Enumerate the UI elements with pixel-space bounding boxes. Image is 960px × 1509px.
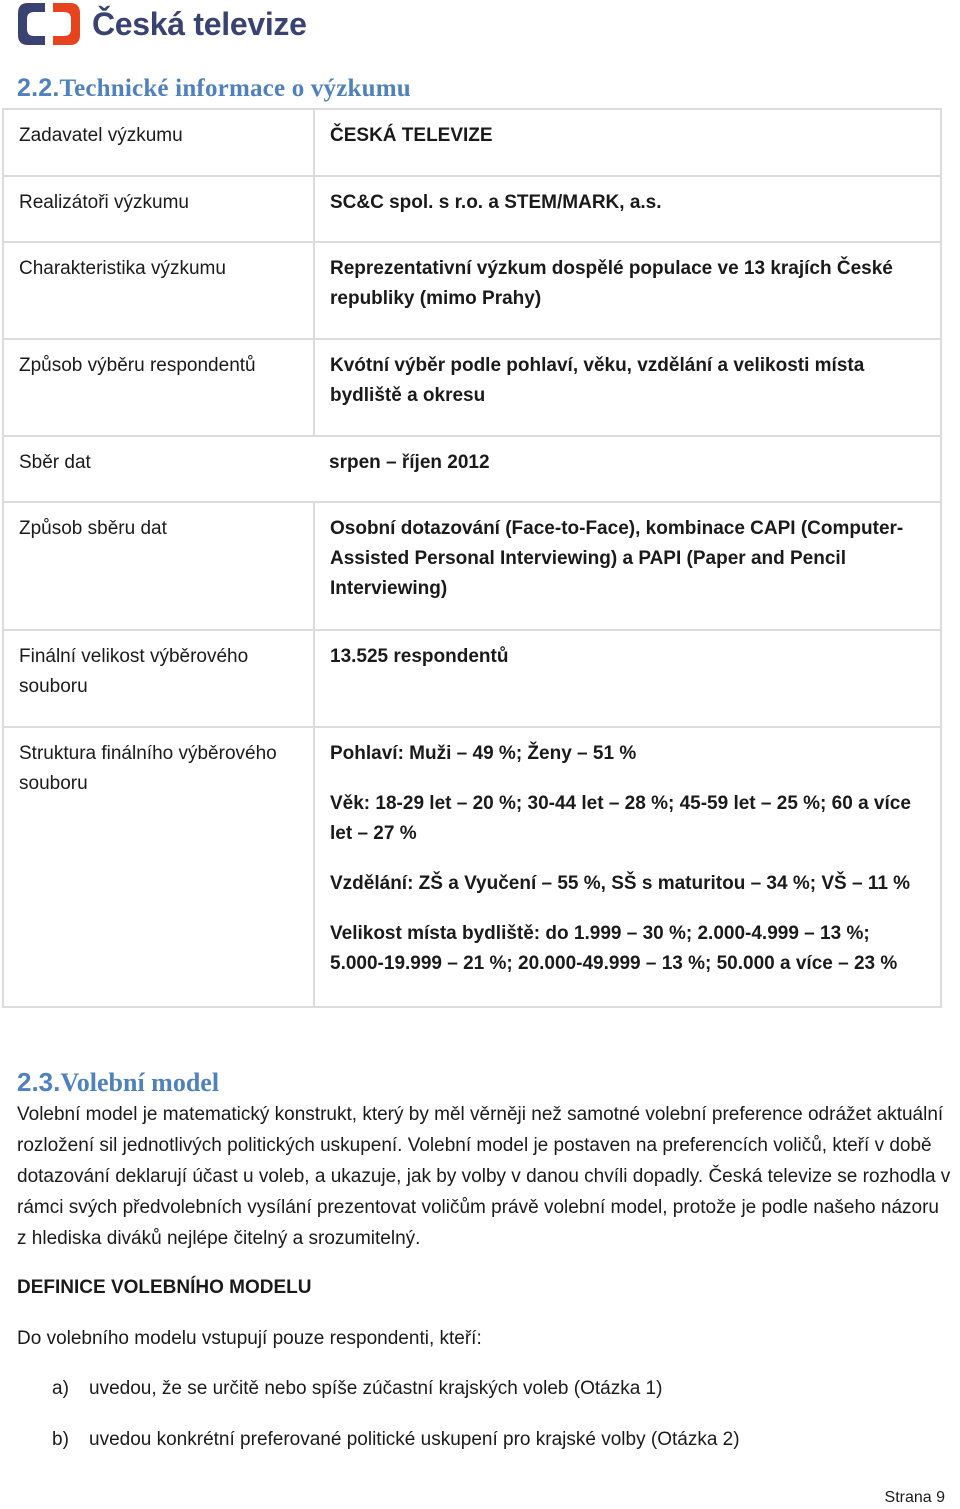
section-title: Volební model	[60, 1068, 220, 1097]
row-label: Způsob sběru dat	[3, 502, 314, 630]
value-line: Vzdělání: ZŠ a Vyučení – 55 %, SŠ s maturitou – 34 %; VŠ – 11 %	[330, 873, 911, 894]
table-row	[3, 727, 941, 1007]
table-row	[3, 630, 941, 727]
value-line: Velikost místa bydliště: do 1.999 – 30 %; 2.000-4.999 – 13 %; 5.000-19.999 – 21 %; 20.000-49.999 – 13 %; 50.000 a více – 23 %	[330, 923, 898, 974]
logo	[16, 0, 307, 48]
row-value	[314, 176, 941, 242]
row-label: Sběr dat	[3, 436, 314, 502]
row-label: Způsob výběru respondentů	[3, 339, 314, 436]
value-line: 13.525 respondentů	[330, 646, 509, 667]
list-marker: b)	[52, 1429, 69, 1450]
table-row	[3, 436, 941, 502]
value-line: SC&C spol. s r.o. a STEM/MARK, a.s.	[330, 192, 662, 213]
list-marker: a)	[52, 1378, 69, 1399]
row-value	[314, 727, 941, 1007]
list-item	[52, 1424, 740, 1455]
row-label: Charakteristika výzkumu	[3, 242, 314, 339]
table-body	[3, 109, 941, 1007]
row-value	[314, 109, 941, 176]
definition-intro: Do volebního modelu vstupují pouze respondenti, kteří:	[17, 1328, 482, 1349]
section-heading-tech	[17, 74, 411, 103]
table-row	[3, 339, 941, 436]
row-value	[314, 436, 941, 502]
value-line: Kvótní výběr podle pohlaví, věku, vzdělání a velikosti místa bydliště a okresu	[330, 355, 865, 406]
row-label: Finální velikost výběrového souboru	[3, 630, 314, 727]
table-row	[3, 242, 941, 339]
row-label: Zadavatel výzkumu	[3, 109, 314, 176]
row-value	[314, 630, 941, 727]
list-item	[52, 1373, 662, 1404]
definition-heading: DEFINICE VOLEBNÍHO MODELU	[17, 1277, 312, 1298]
table-row	[3, 109, 941, 176]
section-number: 2.2.	[17, 74, 60, 102]
section-heading-model	[17, 1067, 219, 1098]
value-line: Reprezentativní výzkum dospělé populace ve 13 krajích České republiky (mimo Prahy)	[330, 258, 893, 309]
research-info-table	[2, 108, 942, 1008]
row-value	[314, 502, 941, 630]
list-item-text: uvedou, že se určitě nebo spíše zúčastní krajských voleb (Otázka 1)	[89, 1378, 663, 1399]
row-value	[314, 242, 941, 339]
model-description: Volební model je matematický konstrukt, který by měl věrněji než samotné volební preference odrážet aktuální rozložení sil jednotlivých politických uskupení. Volební model je postaven na preferencích voličů, kteří v době dotazování deklarují účast u voleb, a ukazuje, jak by volby v danou chvíli dopadly. Česká televize se rozhodla v rámci svých předvolebních vysílání prezentovat voličům právě volební model, protože je podle našeho názoru z hlediska diváků nejlépe čitelný a srozumitelný.	[17, 1104, 951, 1249]
row-label: Struktura finálního výběrového souboru	[3, 727, 314, 1007]
logo-text: Česká televize	[92, 5, 307, 42]
section-title: Technické informace o výzkumu	[59, 75, 411, 102]
ceska-televize-logo-icon	[16, 1, 82, 47]
value-line: Osobní dotazování (Face-to-Face), kombinace CAPI (Computer-Assisted Personal Interviewing) a PAPI (Paper and Pencil Interviewing)	[330, 518, 904, 599]
table-row	[3, 502, 941, 630]
row-label: Realizátoři výzkumu	[3, 176, 314, 242]
value-line: Pohlaví: Muži – 49 %; Ženy – 51 %	[330, 743, 637, 764]
value-line: srpen – říjen 2012	[329, 452, 490, 473]
table-row	[3, 176, 941, 242]
value-line: ČESKÁ TELEVIZE	[330, 125, 493, 146]
row-value	[314, 339, 941, 436]
section-number: 2.3.	[17, 1067, 61, 1097]
page-number: Strana 9	[884, 1489, 945, 1506]
list-item-text: uvedou konkrétní preferované politické uskupení pro krajské volby (Otázka 2)	[89, 1429, 740, 1450]
value-line: Věk: 18-29 let – 20 %; 30-44 let – 28 %; 45-59 let – 25 %; 60 a více let – 27 %	[330, 793, 911, 844]
